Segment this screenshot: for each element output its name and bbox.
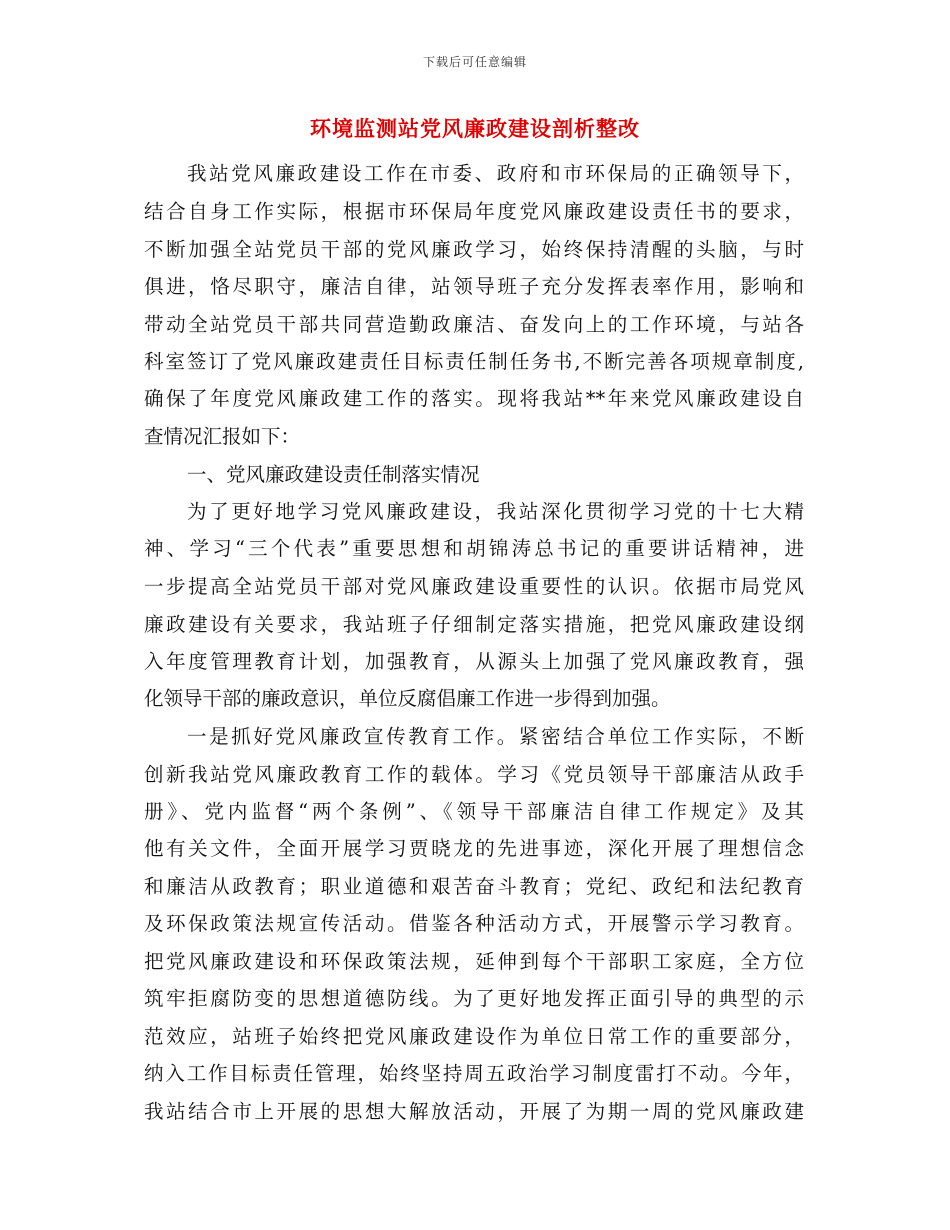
body-line: 我站结合市上开展的思想大解放活动，开展了为期一周的党风廉政建 (144, 1100, 804, 1123)
body-line: 入年度管理教育计划，加强教育，从源头上加强了党风廉政教育，强 (144, 650, 804, 673)
body-line: 一是抓好党风廉政宣传教育工作。紧密结合单位工作实际，不断 (187, 725, 804, 748)
body-line: 他有关文件，全面开展学习贾晓龙的先进事迹，深化开展了理想信念 (144, 837, 804, 860)
body-line: 不断加强全站党员干部的党风廉政学习，始终保持清醒的头脑，与时 (144, 238, 804, 261)
body-line: 及环保政策法规宣传活动。借鉴各种活动方式，开展警示学习教育。 (144, 912, 804, 935)
body-line: 把党风廉政建设和环保政策法规，延伸到每个干部职工家庭，全方位 (144, 950, 804, 973)
body-line: 创新我站党风廉政教育工作的载体。学习《党员领导干部廉洁从政手 (144, 763, 804, 786)
body-line: 俱进，恪尽职守，廉洁自律，站领导班子充分发挥表率作用，影响和 (144, 275, 804, 298)
body-line: 我站党风廉政建设工作在市委、政府和市环保局的正确领导下， (187, 162, 804, 185)
body-line: 确保了年度党风廉政建工作的落实。现将我站**年来党风廉政建设自 (144, 387, 804, 410)
body-line: 神、学习“三个代表”重要思想和胡锦涛总书记的重要讲话精神，进 (144, 537, 804, 560)
body-line: 册》、党内监督“两个条例”、《领导干部廉洁自律工作规定》及其 (144, 800, 804, 823)
body-line: 一步提高全站党员干部对党风廉政建设重要性的认识。依据市局党风 (144, 575, 804, 598)
body-line: 查情况汇报如下： (144, 425, 301, 448)
body-line: 为了更好地学习党风廉政建设，我站深化贯彻学习党的十七大精 (187, 500, 804, 523)
body-line: 纳入工作目标责任管理，始终坚持周五政治学习制度雷打不动。今年， (144, 1062, 804, 1085)
document-title: 环境监测站党风廉政建设剖析整改 (310, 116, 640, 141)
body-line: 廉政建设有关要求，我站班子仔细制定落实措施，把党风廉政建设纲 (144, 613, 804, 636)
header-note: 下载后可任意编辑 (422, 55, 527, 69)
body-line: 科室签订了党风廉政建责任目标责任制任务书,不断完善各项规章制度, (144, 350, 804, 373)
body-line: 范效应，站班子始终把党风廉政建设作为单位日常工作的重要部分， (144, 1025, 804, 1048)
body-line: 结合自身工作实际，根据市环保局年度党风廉政建设责任书的要求， (144, 200, 804, 223)
body-line: 带动全站党员干部共同营造勤政廉洁、奋发向上的工作环境，与站各 (144, 313, 804, 336)
body-line: 化领导干部的廉政意识，单位反腐倡廉工作进一步得到加强。 (144, 687, 671, 710)
section-heading: 一、党风廉政建设责任制落实情况 (187, 463, 480, 486)
body-line: 筑牢拒腐防变的思想道德防线。为了更好地发挥正面引导的典型的示 (144, 987, 804, 1010)
body-line: 和廉洁从政教育；职业道德和艰苦奋斗教育；党纪、政纪和法纪教育 (144, 875, 804, 898)
